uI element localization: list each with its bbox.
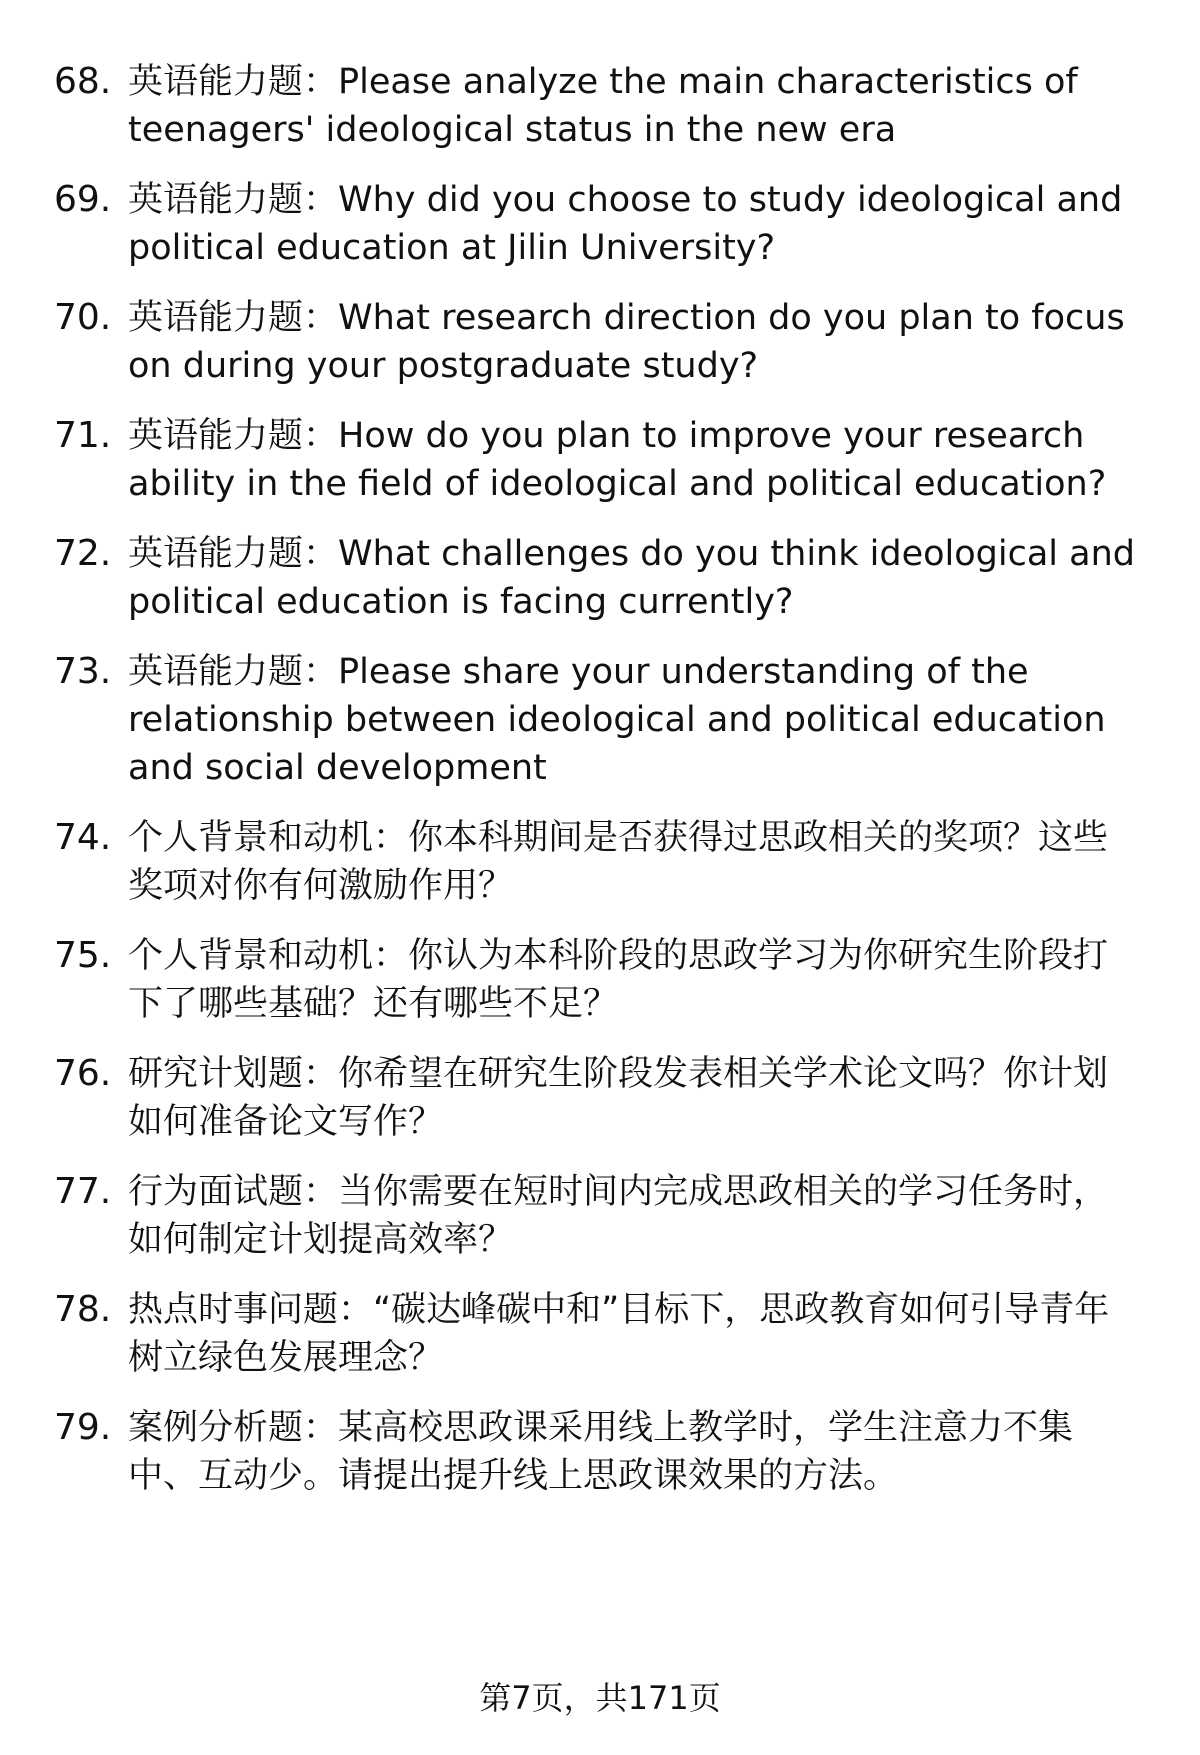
list-item	[0, 58, 1200, 154]
question-text: 行为面试题：当你需要在短时间内完成思政相关的学习任务时，如何制定计划提高效率？	[128, 1172, 1109, 1260]
question-text: 案例分析题：某高校思政课采用线上教学时，学生注意力不集中、互动少。请提出提升线上思政课效果的方法。	[128, 1408, 1074, 1496]
question-number: 77.	[54, 1171, 112, 1212]
question-number: 68.	[54, 61, 112, 102]
list-item	[0, 1168, 1200, 1264]
question-text: 个人背景和动机：你本科期间是否获得过思政相关的奖项？这些奖项对你有何激励作用？	[128, 818, 1109, 906]
question-number: 71.	[54, 415, 112, 456]
list-item	[0, 814, 1200, 910]
list-item	[0, 932, 1200, 1028]
question-text: 个人背景和动机：你认为本科阶段的思政学习为你研究生阶段打下了哪些基础？还有哪些不足？	[128, 936, 1109, 1024]
list-item	[0, 530, 1200, 626]
list-item	[0, 648, 1200, 792]
question-number: 76.	[54, 1053, 112, 1094]
list-item	[0, 176, 1200, 272]
question-list	[0, 58, 1200, 1522]
list-item	[0, 1050, 1200, 1146]
question-number: 74.	[54, 817, 112, 858]
question-text: 英语能力题：Please share your understanding of the relationship between ideological and political education and social development	[128, 652, 1106, 788]
question-number: 75.	[54, 935, 112, 976]
question-number: 73.	[54, 651, 112, 692]
list-item	[0, 412, 1200, 508]
list-item	[0, 1286, 1200, 1382]
question-text: 英语能力题：Please analyze the main characteristics of teenagers' ideological status in the new era	[128, 62, 1078, 150]
question-number: 69.	[54, 179, 112, 220]
question-number: 70.	[54, 297, 112, 338]
question-text: 英语能力题：What challenges do you think ideological and political education is facing currently?	[128, 534, 1135, 622]
question-text: 英语能力题：How do you plan to improve your research ability in the field of ideological and political education?	[128, 416, 1107, 504]
question-number: 72.	[54, 533, 112, 574]
question-number: 79.	[54, 1407, 112, 1448]
page-number-footer: 第7页，共171页	[479, 1679, 721, 1717]
question-text: 热点时事问题：“碳达峰碳中和”目标下，思政教育如何引导青年树立绿色发展理念？	[128, 1290, 1110, 1378]
list-item	[0, 1404, 1200, 1500]
question-number: 78.	[54, 1289, 112, 1330]
question-text: 研究计划题：你希望在研究生阶段发表相关学术论文吗？你计划如何准备论文写作？	[128, 1054, 1109, 1142]
question-text: 英语能力题：What research direction do you plan to focus on during your postgraduate study?	[128, 298, 1125, 386]
question-text: 英语能力题：Why did you choose to study ideological and political education at Jilin University?	[128, 180, 1123, 268]
list-item	[0, 294, 1200, 390]
